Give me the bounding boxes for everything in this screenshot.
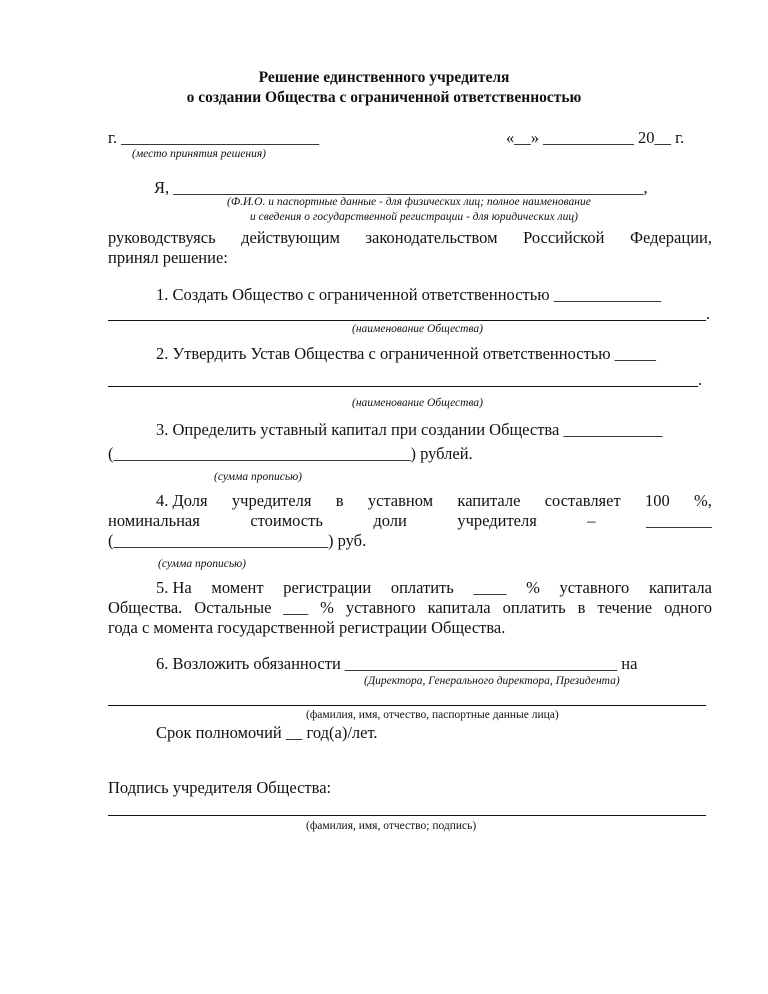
item4-line2: номинальная стоимость доли учредителя – ________ — [108, 511, 712, 530]
item2-text: 2. Утвердить Устав Общества с ограниченной ответственностью _____ — [156, 344, 657, 363]
item1-name-line — [108, 320, 706, 321]
item3-amount-line: (____________________________________) рублей. — [108, 444, 473, 463]
declarant-text-line2: принял решение: — [108, 248, 228, 267]
document-title-line1: Решение единственного учредителя — [258, 69, 510, 86]
document-title-line2: о создании Общества с ограниченной ответственностью — [186, 89, 582, 106]
item6-note-1: (Директора, Генерального директора, Президента) — [364, 675, 620, 687]
date-field: «__» ___________ 20__ г. — [506, 128, 685, 147]
item5-line1: 5. На момент регистрации оплатить ____ % уставного капитала — [156, 578, 712, 597]
declarant-text-line1: руководствуясь действующим законодательством Российской Федерации, — [108, 228, 712, 247]
item6-term: Срок полномочий __ год(а)/лет. — [156, 723, 378, 742]
item1-note: (наименование Общества) — [352, 323, 483, 335]
item2-period: . — [698, 370, 703, 389]
city-field: г. ________________________ — [108, 128, 320, 147]
item2-name-line — [108, 386, 698, 387]
item4-amount-line: (__________________________) руб. — [108, 531, 367, 550]
signature-line — [108, 815, 706, 816]
item6-person-line — [108, 705, 706, 706]
item2-note: (наименование Общества) — [352, 397, 483, 409]
declarant-note-2: и сведения о государственной регистрации - для юридических лиц) — [250, 211, 578, 223]
item1-period: . — [706, 304, 711, 323]
declarant-line: Я, _________________________________________________________, — [154, 178, 648, 197]
signature-note: (фамилия, имя, отчество; подпись) — [306, 820, 477, 832]
item4-line1: 4. Доля учредителя в уставном капитале составляет 100 %, — [156, 491, 712, 510]
city-note: (место принятия решения) — [132, 148, 267, 160]
item5-line2: Общества. Остальные ___ % уставного капитала оплатить в течение одного — [108, 598, 712, 617]
signature-label: Подпись учредителя Общества: — [108, 778, 332, 797]
item4-note: (сумма прописью) — [158, 558, 247, 570]
item1-text: 1. Создать Общество с ограниченной ответственностью _____________ — [156, 285, 661, 304]
item3-text: 3. Определить уставный капитал при создании Общества ____________ — [156, 420, 663, 439]
declarant-note-1: (Ф.И.О. и паспортные данные - для физических лиц; полное наименование — [227, 196, 591, 208]
item6-text: 6. Возложить обязанности _________________________________ на — [156, 654, 638, 673]
item6-note-2: (фамилия, имя, отчество, паспортные данные лица) — [306, 709, 559, 721]
item5-line3: года с момента государственной регистрации Общества. — [108, 618, 506, 637]
item3-note: (сумма прописью) — [214, 471, 303, 483]
